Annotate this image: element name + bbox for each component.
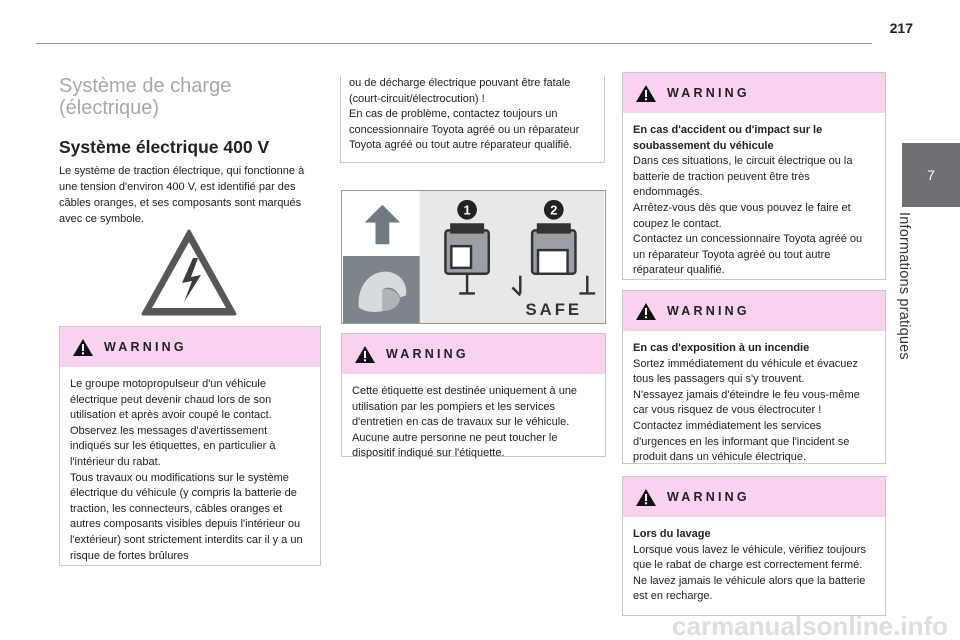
continued-line: ou de décharge électrique pouvant être fatale (court-circuit/électrocution) ! [349, 77, 571, 105]
warning-line: Sortez immédiatement du véhicule et évacuez tous les passagers qui s'y trouvent. [633, 357, 859, 386]
warning-body [623, 331, 885, 474]
warning-heading: Lors du lavage [633, 528, 711, 540]
firefighter-helmet-icon [343, 256, 420, 323]
warning-header [623, 73, 885, 113]
warning-header [60, 327, 320, 367]
continued-line: En cas de problème, contactez toujours un concessionnaire Toyota agréé ou un réparateur Toyota agréé ou tout autre réparateur qualifié. [349, 108, 580, 152]
warning-header [342, 334, 605, 374]
warning-box-accident [622, 72, 886, 280]
chapter-tab[interactable] [902, 143, 960, 207]
warning-triangle-icon [635, 84, 657, 103]
warning-line: Observez les messages d'avertissement indiqués sur les étiquettes, en particulier à l'intérieur du rabat. [70, 424, 276, 468]
warning-body: Cette étiquette est destinée uniquement à une utilisation par les pompiers et les services d'entretien en cas de travaux sur le véhicule. Aucune autre personne ne peut toucher le dispositif indiqué sur l'étiquette. [352, 385, 578, 460]
warning-line: Le groupe motopropulseur d'un véhicule électrique peut devenir chaud lors de son utilisation et après avoir coupé le contact. [70, 378, 272, 422]
warning-body [623, 113, 885, 287]
safe-text: SAFE [525, 300, 583, 320]
warning-heading: En cas d'exposition à un incendie [633, 342, 810, 354]
section-title: Système de charge (électrique) [59, 75, 232, 119]
warning-box-label [341, 333, 606, 460]
chapter-title [890, 212, 918, 392]
intro-paragraph: Le système de traction électrique, qui fonctionne à une tension d'environ 400 V, est identifié par des câbles oranges, et ses composants sont marqués avec ce symbole. [59, 165, 305, 225]
warning-triangle-icon [635, 488, 657, 507]
chapter-title-text: Informations pratiques [896, 212, 912, 360]
svg-text:1: 1 [463, 202, 471, 218]
warning-line: Tous travaux ou modifications sur le système électrique du véhicule (y compris la batterie de traction, les connecteurs, câbles oranges et autres composants visibles depuis l'intérieur ou l'extérieur) sont strictement interdits car il y a un risque de fortes brûlures [70, 471, 303, 562]
header-rule [36, 43, 872, 44]
warning-body [623, 517, 885, 613]
svg-text:2: 2 [550, 202, 558, 218]
warning-box-washing [622, 476, 886, 616]
warning-title: WARNING [386, 347, 469, 361]
watermark: carmanualsonline.info [672, 612, 948, 640]
warning-heading: En cas d'accident ou d'impact sur le soubassement du véhicule [633, 124, 823, 152]
firefighter-safety-label [341, 190, 606, 324]
warning-line: Contactez immédiatement les services d'urgences en les informant que l'incident se produit dans un véhicule électrique. [633, 419, 850, 464]
warning-triangle-icon [635, 302, 657, 321]
warning-header [623, 477, 885, 517]
warning-line: Arrêtez-vous dès que vous pouvez le faire et coupez le contact. [633, 201, 851, 230]
high-voltage-icon [140, 228, 238, 318]
warning-box-fire [622, 290, 886, 464]
warning-line: Lorsque vous lavez le véhicule, vérifiez toujours que le rabat de charge est correctement fermé. [633, 543, 866, 572]
chapter-number: 7 [927, 167, 935, 183]
warning-title: WARNING [104, 340, 187, 354]
warning-line: N'essayez jamais d'éteindre le feu vous-même car vous risquez de vous électrocuter ! [633, 388, 860, 417]
warning-header [623, 291, 885, 331]
badge-2 [544, 200, 564, 220]
subtitle: Système électrique 400 V [59, 137, 270, 157]
warning-triangle-icon [72, 338, 94, 357]
warning-triangle-icon [354, 345, 376, 364]
page-number: 217 [889, 20, 913, 36]
warning-line: Ne lavez jamais le véhicule alors que la batterie est en recharge. [633, 574, 866, 603]
warning-title: WARNING [667, 86, 750, 100]
badge-1 [457, 200, 477, 220]
warning-box-heat [59, 326, 321, 566]
warning-body [60, 367, 320, 572]
warning-line: Dans ces situations, le circuit électrique ou la batterie de traction peuvent être très endommagés. [633, 155, 853, 199]
continued-warning-text [340, 76, 605, 163]
warning-title: WARNING [667, 490, 750, 504]
warning-line: Contactez un concessionnaire Toyota agréé ou un réparateur Toyota agréé ou tout autre réparateur qualifié. [633, 233, 863, 277]
warning-title: WARNING [667, 304, 750, 318]
